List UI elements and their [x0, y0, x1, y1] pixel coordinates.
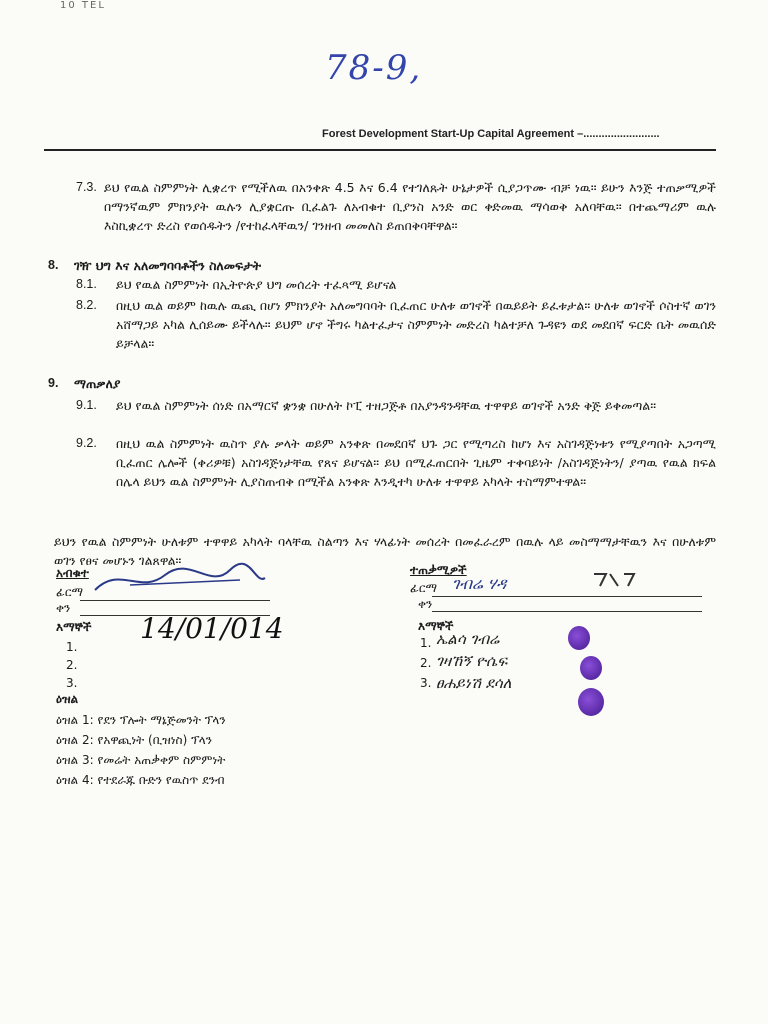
witness-name: ገዛኸኝ ዮሴፍ	[436, 652, 508, 670]
section-heading: ገዥ ህግ እና አለመግባባቶችን ስለመፍታት	[74, 258, 262, 273]
witness-name: ኤልሳ ገብሬ	[436, 630, 500, 648]
annex-item-2: ዕዝል 2: የአዋጪነት (ቢዝነስ) ፕላን	[56, 733, 212, 747]
left-signature-scribble	[90, 560, 270, 600]
section-text: ይህ የዉል ስምምነት ሊቋረጥ የሚችለዉ በአንቀጽ 4.5 እና 6.4 የተገለጹት ሁኔታዎች ሲያጋጥሙ ብቻ ነዉ። ይሁን እንጅ ተጠቃሚዎች በማንኛዉም ምክንያት ዉሉን ሊያቋርጡ ቢፈልጉ ለአብቁተ ቢያንስ አንድ ወር ቀድመዉ ማሳወቅ አለባቸዉ። በተጨማሪም ዉሉ እስኪቋረጥ ድረስ የወሰዱትን /የተከፈላቸዉን/ ገንዘብ መመለስ ይጠበቅባቸዋል።	[104, 180, 716, 233]
right-signature-mark	[590, 570, 640, 590]
section-text: ይህ የዉል ስምምነት በኢትዮጵያ ህግ መሰረት ተፈጻሚ ይሆናል	[116, 277, 397, 292]
right-sign-label: ፊርማ	[410, 581, 438, 595]
left-sign-label: ፊርማ	[56, 585, 84, 599]
annex-item-1: ዕዝል 1: የደን ፕሎት ማኔጅመንት ፕላን	[56, 713, 226, 727]
section-number: 7.3.	[76, 180, 97, 194]
handwritten-page-number: 78-9,	[325, 48, 423, 88]
right-date-line	[432, 611, 702, 612]
left-witness-number-2: 2.	[66, 658, 78, 672]
thumbprint-2	[580, 656, 602, 680]
annex-title: ዕዝል	[56, 692, 79, 706]
annex-item-4: ዕዝል 4: የተደራጁ ቡድን የዉስጥ ደንብ	[56, 773, 225, 787]
section-heading: ማጠቃለያ	[74, 376, 121, 391]
section-number: 9.2.	[76, 436, 97, 450]
section-number: 9.1.	[76, 398, 97, 412]
left-witness-number-3: 3.	[66, 676, 78, 690]
right-witness-title: እማኞች	[418, 619, 454, 633]
left-witness-number-1: 1.	[66, 640, 78, 654]
left-sign-line	[80, 600, 270, 601]
right-party-title: ተጠቃሚዎች	[410, 563, 467, 577]
header-rule	[44, 149, 716, 151]
section-number: 8.1.	[76, 277, 97, 291]
annex-item-3: ዕዝል 3: የመሬት አጠቃቀም ስምምነት	[56, 753, 226, 767]
witness-name: ፀሐይነሽ ደሳለ	[436, 674, 512, 692]
thumbprint-3	[578, 688, 604, 716]
agreement-title: Forest Development Start-Up Capital Agreement –.........................	[322, 128, 660, 140]
right-sign-line	[432, 596, 702, 597]
section-text: ይህ የዉል ስምምነት ሰነድ በአማርኛ ቋንቋ በሁለት ኮፒ ተዘጋጅቶ በአያንዳንዳቸዉ ተዋዋይ ወገኖች አንድ ቅጅ ይቀመጣል።	[116, 398, 657, 413]
right-date-label: ቀን	[418, 597, 433, 611]
section-number: 9.	[48, 376, 59, 390]
section-text: በዚህ ዉል ወይም ከዉሉ ዉጪ በሆነ ምክንያት አለመግባባት ቢፈጠር ሁለቱ ወገኖች በዉይይት ይፈቱታል። ሁለቱ ወገኖች ሶስተኛ ወገን አሸማጋይ አካል ሊሰይሙ ይችላሉ። ይህም ሆኖ ችግሩ ካልተፈታና ስምምነት መድረስ ካልተቻለ ጉዳዩን ወደ መደበኛ ፍርድ ቤት መዉሰድ ይቻላል።	[116, 298, 716, 351]
section-number: 8.	[48, 258, 59, 272]
left-date-handwritten: 14/01/014	[140, 612, 284, 645]
section-number: 8.2.	[76, 298, 97, 312]
left-witness-title: እማኞች	[56, 620, 92, 634]
left-party-title: አብቁተ	[56, 566, 89, 580]
section-text: በዚህ ዉል ስምምነት ዉስጥ ያሉ ቃላት ወይም አንቀጽ በመደበኛ ህጉ ጋር የሚጣረስ ከሆነ እና አስገዳጅነቱን የሚያጣበት አጋጣሚ ቢፈጠር ሌሎች (ቀሪዎቹ) አስገዳጅነታቸዉ የጸና ይሆናል። ይህ በሚፈጠርበት ጊዜም ተቀባይነት /አስገዳጅነትን/ ያጣዉ የዉል ክፍል በሌላ ይህን ዉል ስምምነት ሊያስጠብቅ በሚችል አንቀጽ እንዲተካ ሁለቱ ተዋዋይ አካላት ተስማምተዋል።	[116, 436, 716, 489]
right-signature-handwritten: ገብሬ ሃዳ	[452, 574, 507, 593]
left-date-label: ቀን	[56, 601, 71, 615]
thumbprint-1	[568, 626, 590, 650]
top-mark: 10 TEL	[60, 0, 106, 11]
